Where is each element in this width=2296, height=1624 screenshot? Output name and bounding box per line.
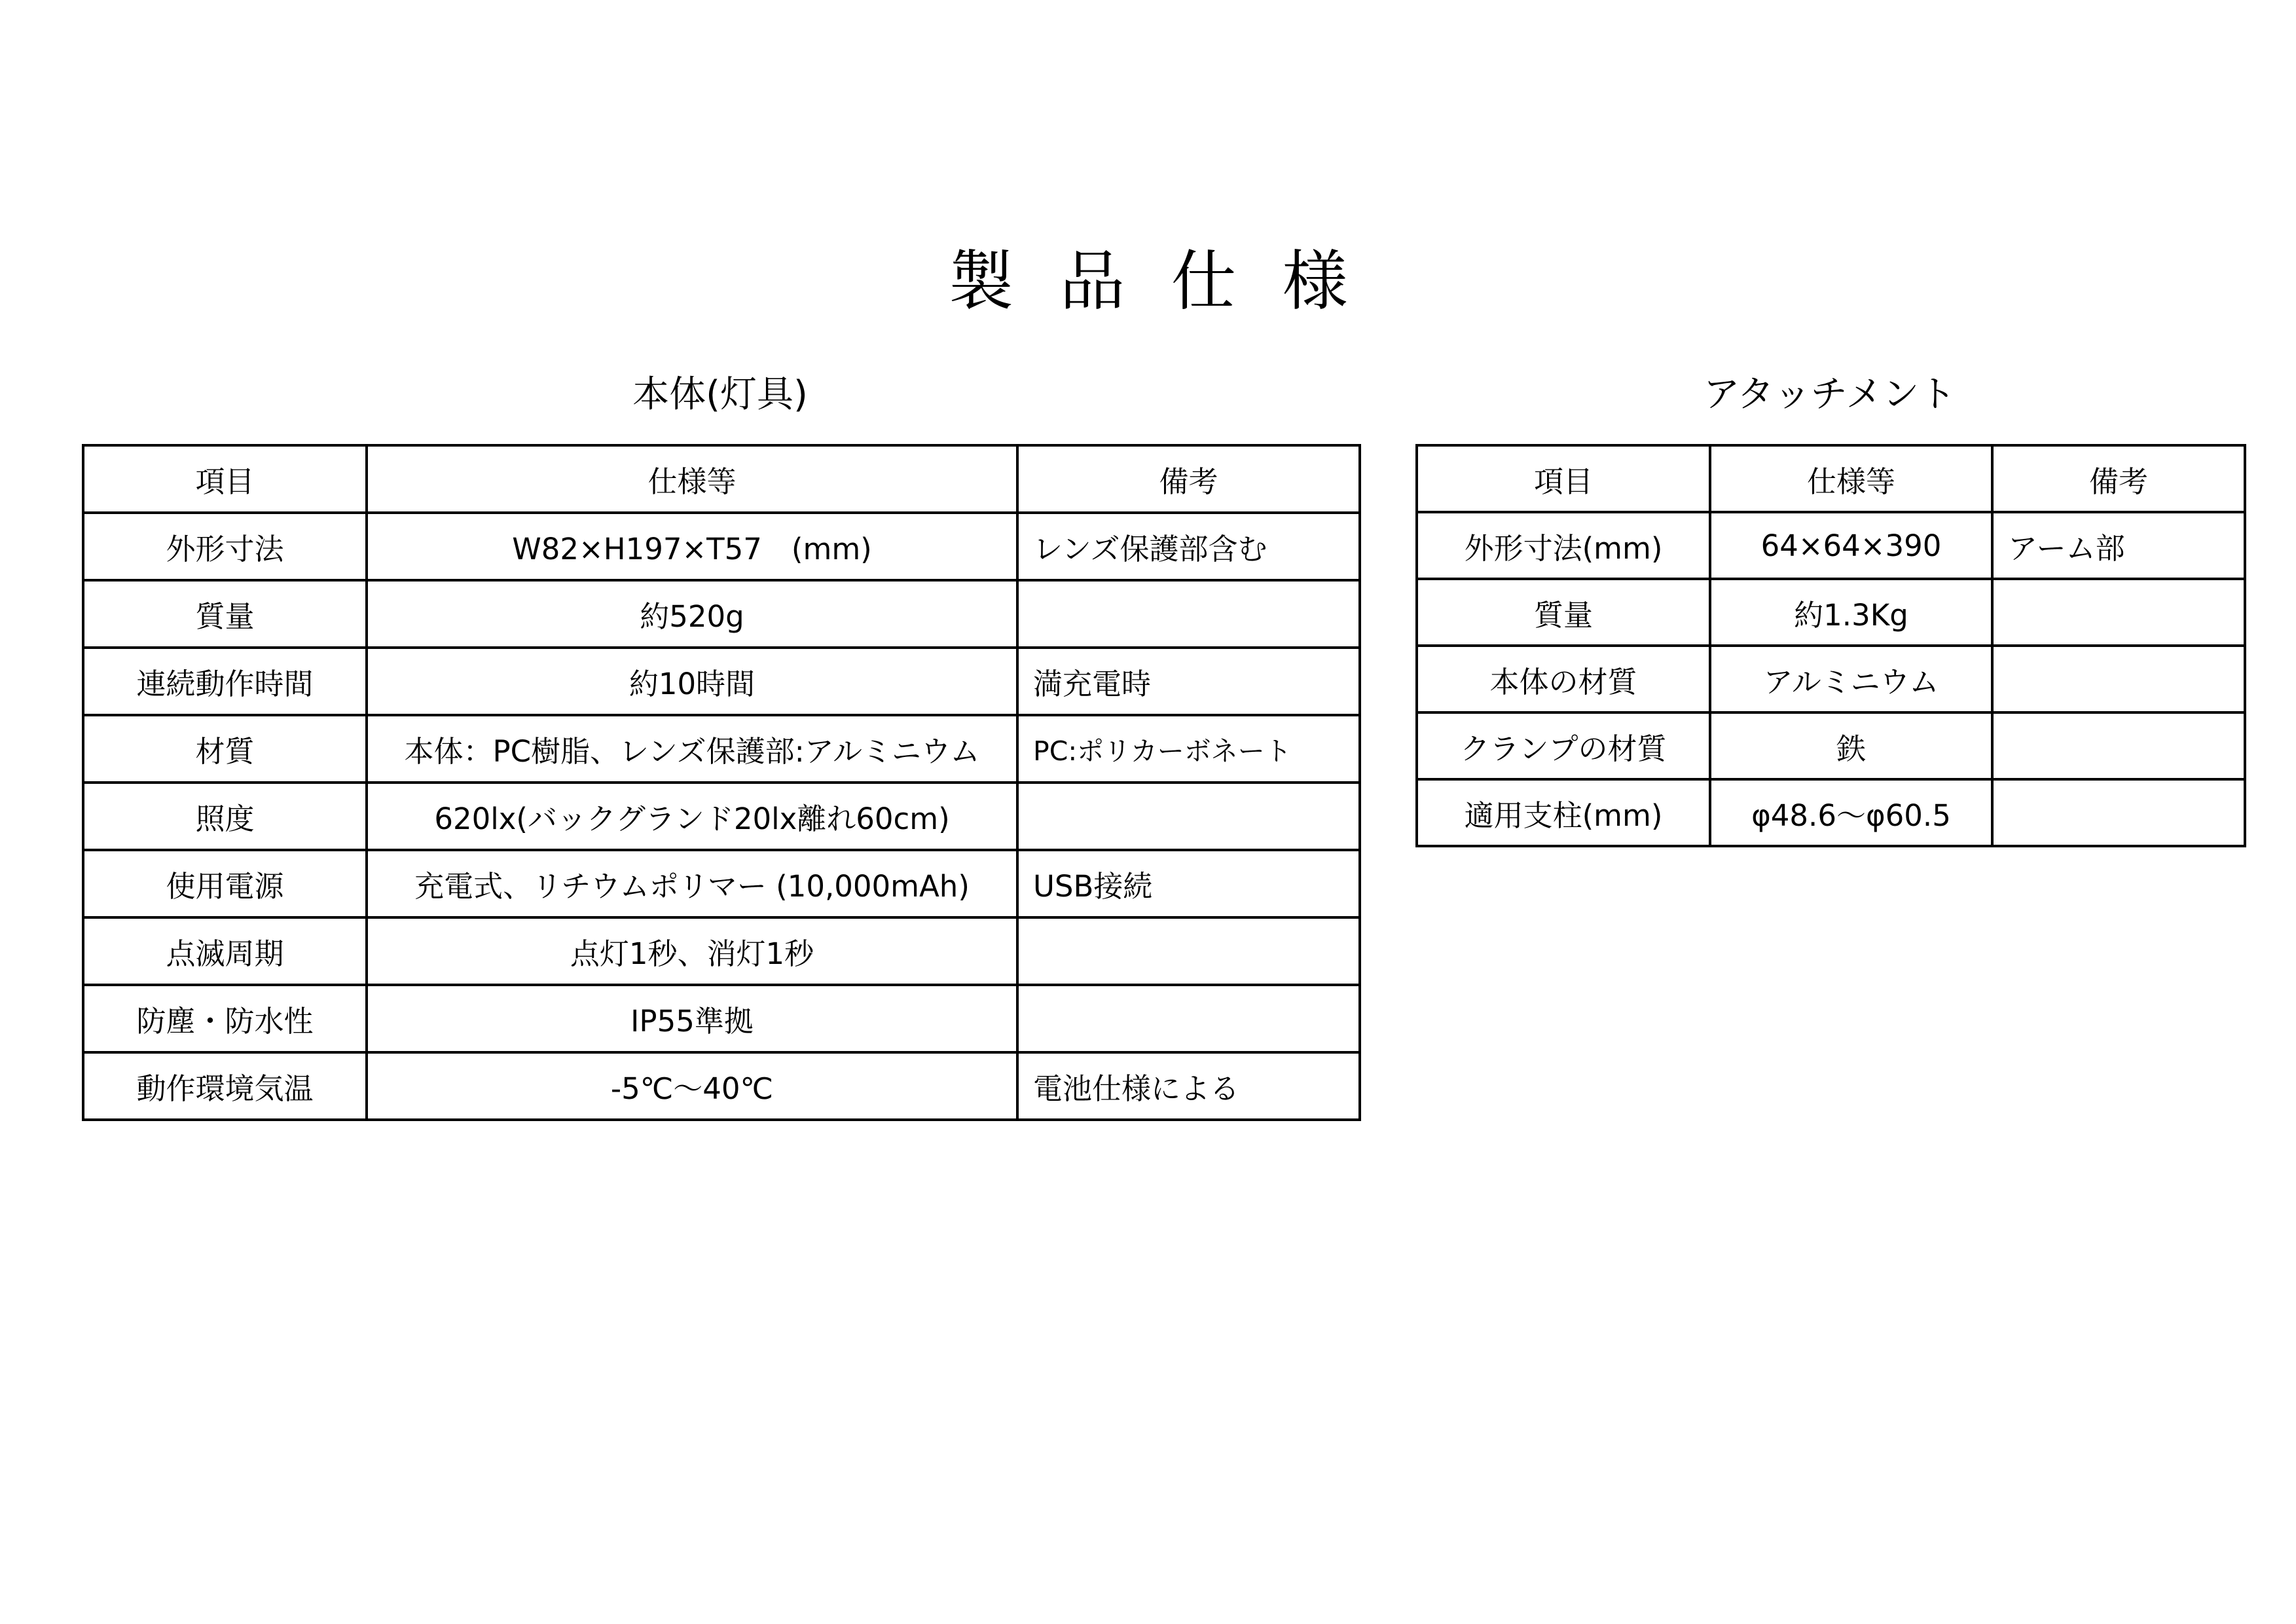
table-row <box>83 985 1360 1052</box>
row-spec: 充電式、リチウムポリマー (10,000mAh) <box>367 850 1017 917</box>
row-spec: φ48.6～φ60.5 <box>1710 779 1992 846</box>
row-item: 外形寸法 <box>83 513 367 580</box>
row-note <box>1992 712 2245 779</box>
row-spec: 鉄 <box>1710 712 1992 779</box>
row-item: 点滅周期 <box>83 917 367 985</box>
row-item: 材質 <box>83 715 367 783</box>
row-spec: 約10時間 <box>367 648 1017 715</box>
table-row <box>1417 579 2245 646</box>
row-note: レンズ保護部含む <box>1017 513 1360 580</box>
row-spec: W82×H197×T57 (mm) <box>367 513 1017 580</box>
header-spec: 仕様等 <box>1710 445 1992 512</box>
row-note: アーム部 <box>1992 512 2245 579</box>
row-note <box>1992 779 2245 846</box>
attachment-section-title: アタッチメント <box>1703 373 1956 416</box>
row-item: クランプの材質 <box>1417 712 1710 779</box>
row-spec: 約520g <box>367 580 1017 648</box>
row-note: USB接続 <box>1017 850 1360 917</box>
attachment-spec-table <box>1415 444 2246 847</box>
table-row <box>83 783 1360 850</box>
table-row <box>83 917 1360 985</box>
table-row <box>1417 646 2245 712</box>
row-note <box>1992 579 2245 646</box>
row-note <box>1017 917 1360 985</box>
row-item: 適用支柱(mm) <box>1417 779 1710 846</box>
row-spec: 点灯1秒、消灯1秒 <box>367 917 1017 985</box>
row-spec: -5℃～40℃ <box>367 1052 1017 1120</box>
row-spec: 約1.3Kg <box>1710 579 1992 646</box>
header-item: 項目 <box>83 445 367 513</box>
main-section-title: 本体(灯具) <box>632 373 808 416</box>
table-row <box>83 850 1360 917</box>
row-note <box>1017 580 1360 648</box>
row-note <box>1017 985 1360 1052</box>
table-row <box>83 1052 1360 1120</box>
main-spec-table <box>82 444 1361 1121</box>
table-row <box>83 715 1360 783</box>
row-item: 防塵・防水性 <box>83 985 367 1052</box>
row-note <box>1017 783 1360 850</box>
table-row <box>83 580 1360 648</box>
row-item: 外形寸法(mm) <box>1417 512 1710 579</box>
page-title: 製品仕様 <box>948 243 1394 320</box>
row-note: 満充電時 <box>1017 648 1360 715</box>
table-row <box>1417 512 2245 579</box>
table-header-row <box>83 445 1360 513</box>
row-item: 動作環境気温 <box>83 1052 367 1120</box>
header-item: 項目 <box>1417 445 1710 512</box>
table-row <box>1417 779 2245 846</box>
row-spec: 64×64×390 <box>1710 512 1992 579</box>
row-spec: 620lx(バックグランド20lx離れ60cm) <box>367 783 1017 850</box>
row-item: 本体の材質 <box>1417 646 1710 712</box>
row-spec: アルミニウム <box>1710 646 1992 712</box>
header-note: 備考 <box>1017 445 1360 513</box>
row-note: 電池仕様による <box>1017 1052 1360 1120</box>
table-row <box>83 513 1360 580</box>
row-spec: IP55準拠 <box>367 985 1017 1052</box>
row-note: PC:ポリカーボネート <box>1017 715 1360 783</box>
row-item: 使用電源 <box>83 850 367 917</box>
row-item: 照度 <box>83 783 367 850</box>
header-note: 備考 <box>1992 445 2245 512</box>
row-item: 質量 <box>83 580 367 648</box>
header-spec: 仕様等 <box>367 445 1017 513</box>
table-header-row <box>1417 445 2245 512</box>
row-item: 質量 <box>1417 579 1710 646</box>
row-spec: 本体：PC樹脂、レンズ保護部:アルミニウム <box>367 715 1017 783</box>
table-row <box>83 648 1360 715</box>
row-note <box>1992 646 2245 712</box>
table-row <box>1417 712 2245 779</box>
row-item: 連続動作時間 <box>83 648 367 715</box>
